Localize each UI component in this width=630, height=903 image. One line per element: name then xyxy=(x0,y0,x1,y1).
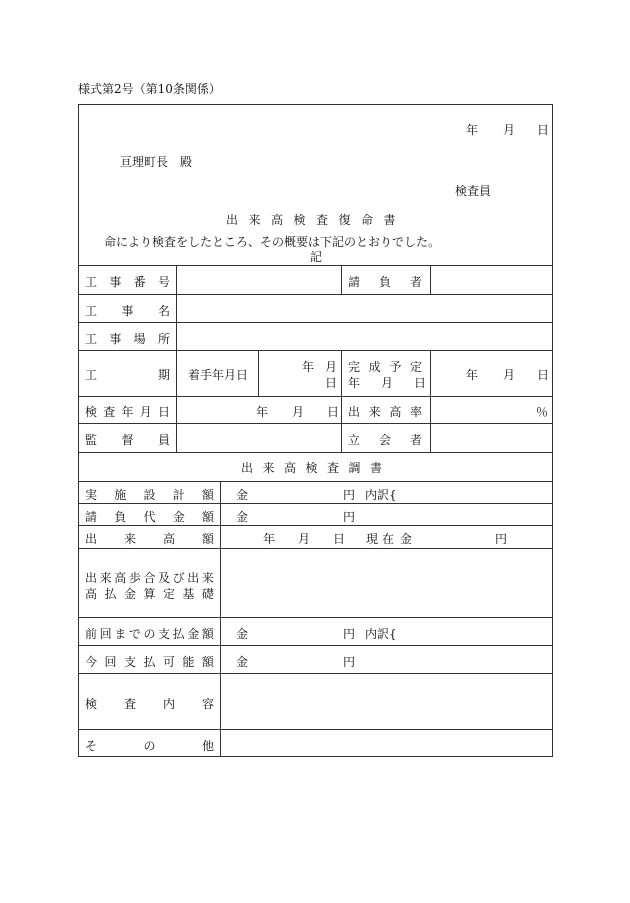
chakushu-year: 年 xyxy=(302,360,315,374)
header-day: 日 xyxy=(537,123,550,137)
tachiaisha-label: 立 会 者 xyxy=(348,433,422,447)
ukeoisha-label: 請 負 者 xyxy=(348,275,422,289)
koki-day: 日 xyxy=(537,368,550,382)
dekidaka-en: 円 xyxy=(495,532,508,546)
rule xyxy=(430,350,431,452)
rule xyxy=(78,729,553,730)
koki-month: 月 xyxy=(503,368,516,382)
kensa-naiyo-label: 検 査 内 容 xyxy=(85,697,214,711)
jisshi-kin: 金 xyxy=(236,488,249,502)
kensa-ymd-label: 検 査 年 月 日 xyxy=(85,405,170,419)
dekidaka-month: 月 xyxy=(298,532,311,546)
ukeoi-kin: 金 xyxy=(236,510,249,524)
ki-label: 記 xyxy=(310,250,323,264)
rule xyxy=(78,322,553,323)
kansei-year: 年 xyxy=(348,376,361,390)
document-title: 出来高検査復命書 xyxy=(226,213,407,227)
rule xyxy=(341,350,342,452)
kensa-day: 日 xyxy=(327,405,340,419)
chakushu-day: 日 xyxy=(325,376,338,390)
koji-bango-label: 工 事 番 号 xyxy=(85,275,170,289)
koji-mei-label: 工 事 名 xyxy=(85,304,170,318)
konkai-label: 今 回 支 払 可 能 額 xyxy=(85,655,214,669)
dekidaka-day: 日 xyxy=(333,532,346,546)
form-label: 様式第2号（第10条関係） xyxy=(78,82,221,96)
ukeoi-en: 円 xyxy=(343,510,356,524)
intro-text: 命により検査をしたところ、その概要は下記のとおりでした。 xyxy=(104,235,441,249)
jisshi-sekkei-label: 実 施 設 計 額 xyxy=(85,488,214,502)
investigation-title: 出来高検査調書 xyxy=(241,461,392,475)
jisshi-uchiwake: 内訳{ xyxy=(365,488,397,502)
kensa-year: 年 xyxy=(256,405,269,419)
rule xyxy=(78,548,553,549)
rule xyxy=(78,294,553,295)
ukeoi-daikin-label: 請 負 代 金 額 xyxy=(85,510,214,524)
rule xyxy=(176,265,177,452)
koki-label: 工 期 xyxy=(85,368,170,382)
koki-year: 年 xyxy=(466,368,479,382)
zenkai-uchiwake: 内訳{ xyxy=(365,627,397,641)
rule xyxy=(78,645,553,646)
kanseiyotei-label: 完 成 予 定 xyxy=(348,360,422,374)
rule xyxy=(78,481,553,482)
kensa-month: 月 xyxy=(292,405,305,419)
zenkai-kin: 金 xyxy=(236,627,249,641)
rule xyxy=(220,481,221,757)
zenkai-en: 円 xyxy=(343,627,356,641)
percent-sign: ％ xyxy=(536,405,549,419)
kantokuin-label: 監 督 員 xyxy=(85,433,170,447)
dekidaka-ritsu-label: 出 来 高 率 xyxy=(348,405,422,419)
kiso-label-line1: 出 来 高 歩 合 及 び 出 来 xyxy=(85,571,214,585)
kansei-day: 日 xyxy=(414,376,427,390)
rule xyxy=(78,350,553,351)
sonota-label: そ の 他 xyxy=(85,739,214,753)
header-month: 月 xyxy=(503,123,516,137)
koji-basho-label: 工 事 場 所 xyxy=(85,332,170,346)
rule xyxy=(78,525,553,526)
dekidaka-year: 年 xyxy=(263,532,276,546)
kansei-month: 月 xyxy=(381,376,394,390)
chakushu-label: 着手年月日 xyxy=(188,368,249,382)
rule xyxy=(78,396,553,397)
rule xyxy=(78,452,553,453)
rule xyxy=(78,423,553,424)
rule xyxy=(258,350,259,396)
chakushu-month: 月 xyxy=(325,360,338,374)
inspector-label: 検査員 xyxy=(455,184,492,198)
konkai-en: 円 xyxy=(343,655,356,669)
kiso-label-line2: 高 払 金 算 定 基 礎 xyxy=(85,587,214,601)
dekidaka-kin: 金 xyxy=(400,532,413,546)
konkai-kin: 金 xyxy=(236,655,249,669)
zenkai-label: 前 回 ま で の 支 払 金 額 xyxy=(85,627,214,641)
dekidaka-label: 出 来 高 額 xyxy=(85,532,214,546)
rule xyxy=(78,617,553,618)
rule xyxy=(78,673,553,674)
jisshi-en: 円 xyxy=(343,488,356,502)
rule xyxy=(78,265,553,266)
header-year: 年 xyxy=(466,123,479,137)
rule xyxy=(430,265,431,294)
rule xyxy=(341,265,342,294)
genzai-label: 現 在 xyxy=(366,532,394,546)
addressee: 亘理町長 殿 xyxy=(120,155,193,169)
rule xyxy=(78,503,553,504)
